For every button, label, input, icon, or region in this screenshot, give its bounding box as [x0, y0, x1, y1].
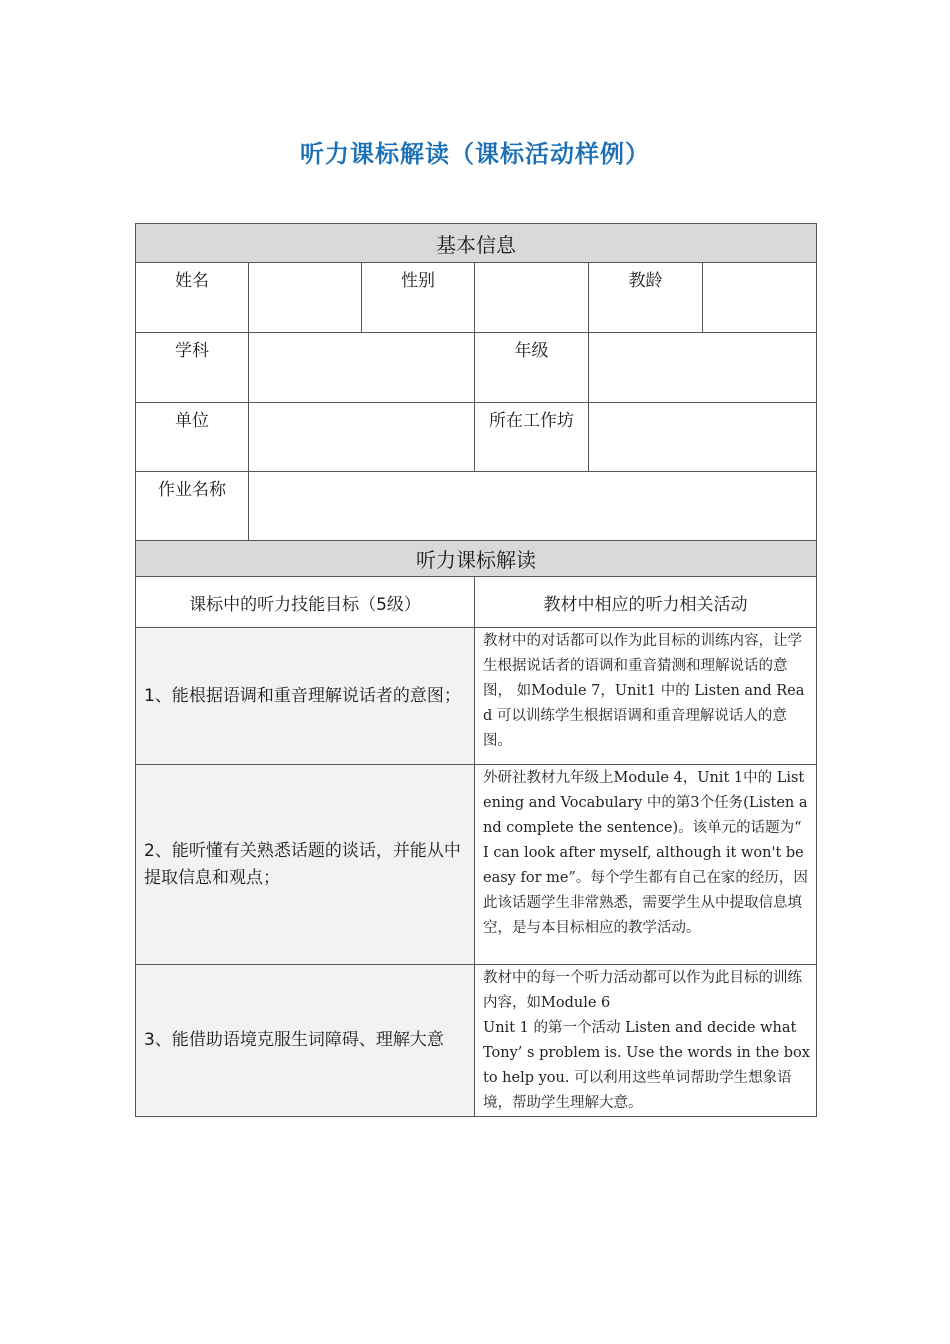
gender-label: 性别 — [362, 263, 475, 333]
name-label: 姓名 — [136, 263, 249, 333]
page-title: 听力课标解读（课标活动样例） — [300, 140, 650, 168]
assignment-label: 作业名称 — [136, 472, 249, 541]
activity-cell-2 — [475, 765, 817, 965]
activity-text: 教材中的每一个听力活动都可以作为此目标的训练内容，如Module 6 — [483, 970, 802, 1011]
info-table — [135, 223, 817, 1117]
gender-field[interactable] — [475, 263, 589, 333]
activity-column-header: 教材中相应的听力相关活动 — [475, 577, 817, 628]
workshop-field[interactable] — [589, 403, 817, 472]
basic-info-header: 基本信息 — [136, 224, 817, 263]
goal-column-header: 课标中的听力技能目标（5级） — [136, 577, 475, 628]
activity-cell-1 — [475, 628, 817, 765]
teaching-years-label: 教龄 — [589, 263, 703, 333]
teaching-years-field[interactable] — [703, 263, 817, 333]
name-field[interactable] — [249, 263, 362, 333]
activity-cell-3 — [475, 965, 817, 1117]
grade-label: 年级 — [475, 333, 589, 403]
activity-text: Unit 1 的第一个活动 Listen and decide what Tony’ s problem is. Use the words in the box to help you. 可以利用这些单词帮助学生想象语境，帮助学生理解大意。 — [483, 1020, 810, 1111]
interpretation-header: 听力课标解读 — [136, 541, 817, 577]
subject-field[interactable] — [249, 333, 475, 403]
goal-cell-2: 2、能听懂有关熟悉话题的谈话，并能从中提取信息和观点； — [136, 765, 475, 965]
grade-field[interactable] — [589, 333, 817, 403]
subject-label: 学科 — [136, 333, 249, 403]
activity-text: 教材中的对话都可以作为此目标的训练内容，让学生根据说话者的语调和重音猜测和理解说话的意图， 如Module 7，Unit1 中的 Listen and Read 可以训练学生根据语调和重音理解说话人的意图。 — [483, 633, 805, 749]
activity-text: 外研社教材九年级上Module 4，Unit 1中的 Listening and Vocabulary 中的第3个任务(Listen and complete the sentence)。该单元的话题为“ I can look after myself, although it won't be easy for me”。每个学生都有自己在家的经历，因此该话题学生非常熟悉，需要学生从中提取信息填空，是与本目标相应的教学活动。 — [483, 770, 808, 936]
unit-field[interactable] — [249, 403, 475, 472]
unit-label: 单位 — [136, 403, 249, 472]
workshop-label: 所在工作坊 — [475, 403, 589, 472]
assignment-field[interactable] — [249, 472, 817, 541]
goal-cell-1: 1、能根据语调和重音理解说话者的意图； — [136, 628, 475, 765]
goal-cell-3: 3、能借助语境克服生词障碍、理解大意 — [136, 965, 475, 1117]
